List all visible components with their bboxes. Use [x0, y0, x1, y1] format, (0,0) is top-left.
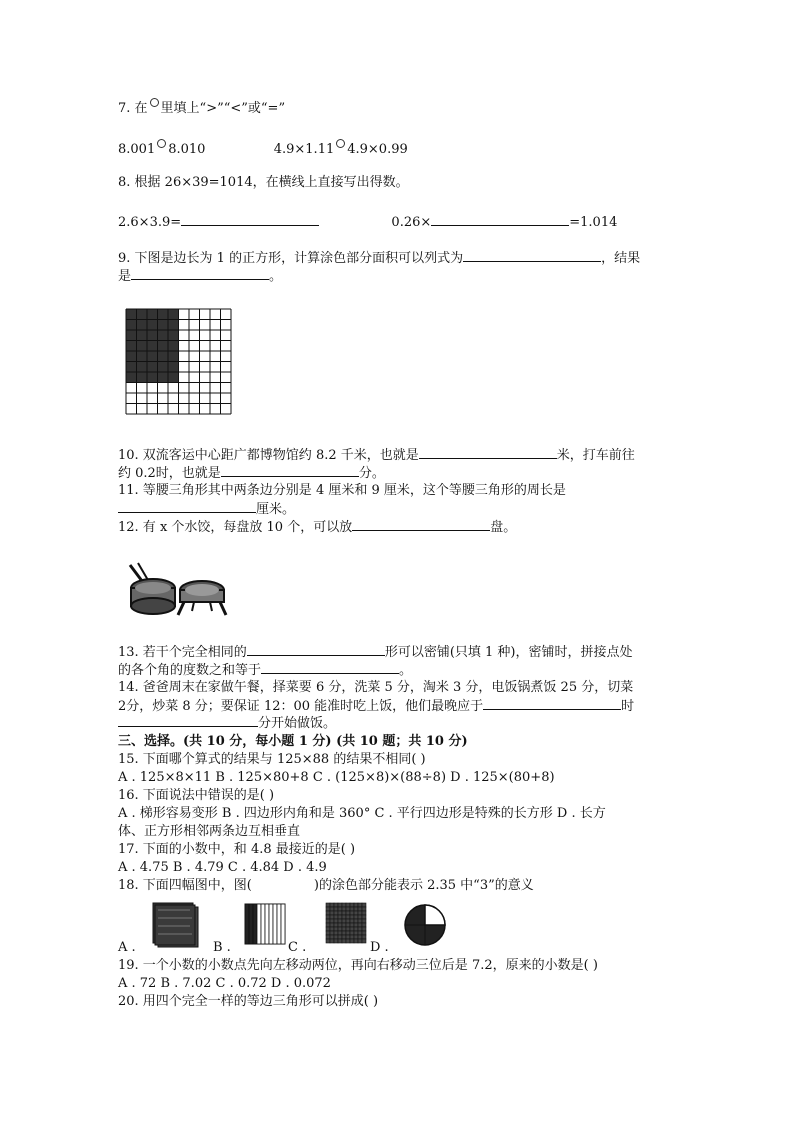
- grid-cell: [350, 923, 354, 927]
- grid-cell: [346, 911, 350, 915]
- grid-cell: [342, 903, 346, 907]
- answer-blank[interactable]: [118, 500, 256, 513]
- strip: [273, 904, 277, 944]
- q14-question-line2: 2分，炒菜 8 分；要保证 12：00 能准时吃上饭，他们最晚应于 时: [118, 699, 635, 714]
- q11-question: 11. 等腰三角形其中两条边分别是 4 厘米和 9 厘米，这个等腰三角形的周长是: [118, 483, 566, 498]
- grid-cell: [334, 911, 338, 915]
- q13-question: 13. 若干个完全相同的 形可以密铺(只填 1 种)，密铺时，拼接点处: [118, 645, 633, 660]
- grid-cell: [346, 915, 350, 919]
- strip: [265, 904, 269, 944]
- grid-cell: [338, 919, 342, 923]
- grid-cell: [350, 927, 354, 931]
- grid-figure: [120, 303, 240, 425]
- answer-blank[interactable]: [181, 213, 319, 226]
- q11-answer-row: 厘米。: [118, 500, 295, 518]
- section-heading: 三、选择。(共 10 分，每小题 1 分) (共 10 题；共 10 分): [118, 734, 468, 749]
- strip: [257, 904, 261, 944]
- grid-cell: [342, 907, 346, 911]
- grid-cell: [358, 911, 362, 915]
- strip: [253, 904, 257, 944]
- strip: [281, 904, 285, 944]
- grid-cell: [330, 915, 334, 919]
- grid-cell: [354, 923, 358, 927]
- grid-cell: [342, 911, 346, 915]
- q9-question-line2: 是 。: [118, 269, 283, 284]
- grid-cell: [334, 939, 338, 943]
- q10-question: 10. 双流客运中心距广都博物馆约 8.2 千米，也就是 米，打车前往: [118, 448, 635, 463]
- grid-cell: [346, 919, 350, 923]
- grid-cell: [354, 919, 358, 923]
- grid-cell: [334, 931, 338, 935]
- answer-blank[interactable]: [221, 464, 359, 477]
- grid-cell: [342, 915, 346, 919]
- grid-cell: [354, 911, 358, 915]
- answer-blank[interactable]: [431, 213, 569, 226]
- grid-cell: [354, 903, 358, 907]
- grid-cell: [358, 915, 362, 919]
- grid-cell: [354, 931, 358, 935]
- grid-cell: [350, 907, 354, 911]
- option-a-figure: [152, 902, 202, 948]
- grid-cell: [354, 907, 358, 911]
- grid-cell: [342, 927, 346, 931]
- grid-cell: [326, 907, 330, 911]
- grid-cell: [362, 935, 366, 939]
- q8-question: 8. 根据 26×39=1014，在横线上直接写出得数。: [118, 175, 409, 190]
- grid-cell: [338, 923, 342, 927]
- grid-cell: [342, 935, 346, 939]
- answer-blank[interactable]: [352, 518, 490, 531]
- grid-cell: [326, 919, 330, 923]
- q9-question: 9. 下图是边长为 1 的正方形，计算涂色部分面积可以列式为 ，结果: [118, 251, 641, 266]
- grid-cell: [338, 939, 342, 943]
- grid-cell: [346, 935, 350, 939]
- grid-cell: [362, 911, 366, 915]
- grid-cell: [330, 903, 334, 907]
- q15-question: 15. 下面哪个算式的结果与 125×88 的结果不相同( ): [118, 752, 426, 767]
- grid-cell: [354, 939, 358, 943]
- grid-cell: [358, 927, 362, 931]
- answer-blank[interactable]: [419, 446, 557, 459]
- grid-cell: [326, 911, 330, 915]
- answer-blank[interactable]: [463, 249, 601, 262]
- grid-cell: [350, 903, 354, 907]
- grid-cell: [350, 915, 354, 919]
- strip: [269, 904, 273, 944]
- grid-cell: [362, 923, 366, 927]
- option-b-figure: [243, 902, 289, 946]
- grid-cell: [338, 911, 342, 915]
- option-d-figure: [403, 903, 449, 949]
- grid-cell: [354, 927, 358, 931]
- q13-question-line2: 的各个角的度数之和等于 。: [118, 663, 413, 678]
- grid-cell: [330, 935, 334, 939]
- answer-blank[interactable]: [483, 697, 621, 710]
- grid-cell: [330, 923, 334, 927]
- q7-question: 7. 在 里填上“>”“<”或“=”: [118, 98, 285, 117]
- grid-cell: [350, 939, 354, 943]
- q18-question: 18. 下面四幅图中，图( )的涂色部分能表示 2.35 中“3”的意义: [118, 878, 534, 893]
- q18-option-a[interactable]: A .: [118, 940, 136, 955]
- grid-cell: [346, 923, 350, 927]
- grid-cell: [330, 907, 334, 911]
- grid-cell: [338, 915, 342, 919]
- answer-blank[interactable]: [118, 714, 258, 727]
- q16-options[interactable]: A . 梯形容易变形 B . 四边形内角和是 360° C . 平行四边形是特殊的长方形 D . 长方: [118, 806, 606, 821]
- grid-cell: [342, 939, 346, 943]
- circle-blank-icon[interactable]: [157, 139, 166, 148]
- answer-blank[interactable]: [131, 267, 269, 280]
- grid-cell: [346, 907, 350, 911]
- grid-cell: [338, 903, 342, 907]
- grid-cell: [362, 915, 366, 919]
- grid-cell: [342, 919, 346, 923]
- q19-question: 19. 一个小数的小数点先向左移动两位，再向右移动三位后是 7.2，原来的小数是( ): [118, 958, 598, 973]
- grid-cell: [334, 919, 338, 923]
- grid-cell: [326, 923, 330, 927]
- grid-cell: [326, 915, 330, 919]
- grid-cell: [334, 923, 338, 927]
- grid-cell: [362, 931, 366, 935]
- grid-cell: [334, 907, 338, 911]
- grid-cell: [362, 919, 366, 923]
- q17-options[interactable]: A . 4.75 B . 4.79 C . 4.84 D . 4.9: [118, 860, 327, 875]
- grid-cell: [358, 939, 362, 943]
- grid-cell: [358, 923, 362, 927]
- grid-cell: [358, 907, 362, 911]
- q19-options[interactable]: A . 72 B . 7.02 C . 0.72 D . 0.072: [118, 976, 331, 991]
- grid-cell: [358, 919, 362, 923]
- grid-cell: [326, 903, 330, 907]
- grid-cell: [362, 927, 366, 931]
- grid-cell: [342, 931, 346, 935]
- grid-cell: [330, 939, 334, 943]
- grid-cell: [358, 903, 362, 907]
- grid-cell: [362, 903, 366, 907]
- q20-question: 20. 用四个完全一样的等边三角形可以拼成( ): [118, 994, 379, 1009]
- grid-cell: [350, 935, 354, 939]
- q10-question-line2: 约 0.2时，也就是 分。: [118, 466, 385, 481]
- grid-cell: [358, 931, 362, 935]
- grid-cell: [334, 927, 338, 931]
- grid-cell: [334, 935, 338, 939]
- circle-blank-icon: [150, 98, 159, 107]
- grid-cell: [350, 911, 354, 915]
- grid-cell: [326, 931, 330, 935]
- grid-cell: [334, 903, 338, 907]
- grid-cell: [338, 935, 342, 939]
- grid-cell: [350, 931, 354, 935]
- grid-cell: [346, 927, 350, 931]
- grid-cell: [334, 915, 338, 919]
- option-c-figure: [324, 901, 370, 945]
- grid-cell: [330, 919, 334, 923]
- grid-cell: [326, 939, 330, 943]
- strip: [249, 904, 253, 944]
- grid-cell: [354, 935, 358, 939]
- q15-options[interactable]: A . 125×8×11 B . 125×80+8 C . (125×8)×(88÷8) D . 125×(80+8): [118, 770, 555, 785]
- q16-options-line2[interactable]: 体、正方形相邻两条边互相垂直: [118, 824, 301, 839]
- strip: [261, 904, 265, 944]
- q8-answer-row: 2.6×3.9= 0.26× =1.014: [118, 215, 618, 230]
- grid-cell: [346, 939, 350, 943]
- q18-option-d[interactable]: D .: [370, 940, 389, 955]
- answer-blank[interactable]: [261, 661, 399, 674]
- grid-cell: [342, 923, 346, 927]
- grid-cell: [326, 935, 330, 939]
- grid-cell: [350, 919, 354, 923]
- grid-cell: [358, 935, 362, 939]
- grid-cell: [338, 907, 342, 911]
- grid-cell: [338, 931, 342, 935]
- strip: [277, 904, 281, 944]
- grid-cell: [346, 903, 350, 907]
- dumpling-plates-figure: [120, 555, 235, 620]
- q18-option-b[interactable]: B .: [213, 940, 231, 955]
- q7-compare-row: 8.001 8.010 4.9×1.11 4.9×0.99: [118, 139, 408, 158]
- circle-blank-icon[interactable]: [336, 139, 345, 148]
- strip: [245, 904, 249, 944]
- grid-cell: [330, 931, 334, 935]
- q16-question: 16. 下面说法中错误的是( ): [118, 788, 275, 803]
- answer-blank[interactable]: [247, 643, 385, 656]
- grid-cell: [346, 931, 350, 935]
- q17-question: 17. 下面的小数中，和 4.8 最接近的是( ): [118, 842, 356, 857]
- grid-cell: [338, 927, 342, 931]
- q14-answer-row: 分开始做饭。: [118, 714, 336, 732]
- q12-question: 12. 有 x 个水饺，每盘放 10 个，可以放 盘。: [118, 520, 517, 535]
- grid-cell: [330, 927, 334, 931]
- grid-cell: [354, 915, 358, 919]
- shaded-region: [126, 309, 179, 383]
- grid-cell: [330, 911, 334, 915]
- q18-option-c[interactable]: C .: [288, 940, 307, 955]
- q14-question: 14. 爸爸周末在家做午餐，择菜要 6 分，洗菜 5 分，淘米 3 分，电饭锅煮饭 25 分，切菜: [118, 680, 634, 695]
- grid-cell: [362, 939, 366, 943]
- grid-cell: [326, 927, 330, 931]
- grid-cell: [362, 907, 366, 911]
